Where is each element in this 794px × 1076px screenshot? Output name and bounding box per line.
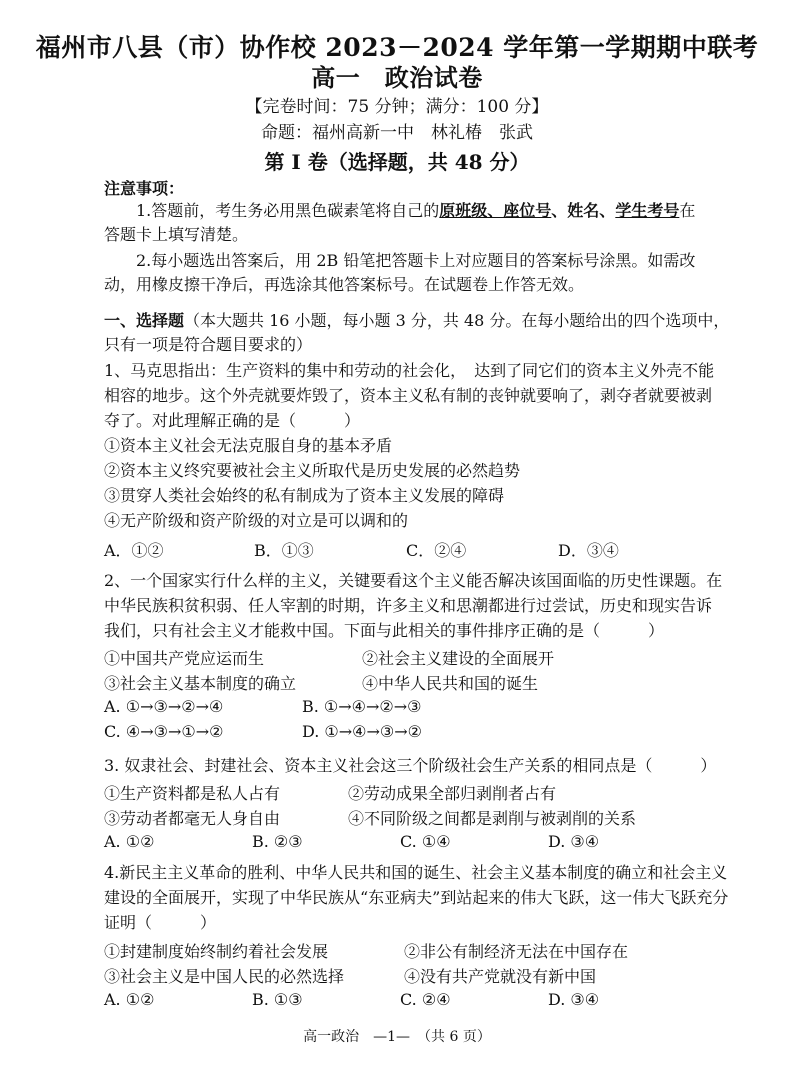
- q4-option-d[interactable]: D. ③④: [548, 990, 600, 1009]
- notice-item-1: [136, 200, 756, 222]
- section-title: 第 I 卷（选择题，共 48 分）: [264, 150, 530, 174]
- q4-stem-line: 建设的全面展开，实现了中华民族从“东亚病夫”到站起来的伟大飞跃，这一伟大飞跃充分: [104, 888, 729, 907]
- q4-option-a[interactable]: A. ①②: [104, 990, 155, 1009]
- part1-desc: （本大题共 16 小题，每小题 3 分，共 48 分。在每小题给出的四个选项中，: [184, 311, 730, 330]
- q1-option-d[interactable]: D．③④: [558, 541, 619, 560]
- q3-item: ③劳动者都毫无人身自由: [104, 809, 281, 828]
- q2-item: ①中国共产党应运而生: [104, 649, 265, 668]
- q4-option-b[interactable]: B. ①③: [252, 990, 303, 1009]
- notice-underlined: 学生考号: [615, 201, 680, 220]
- q3-option-c[interactable]: C. ①④: [400, 832, 451, 851]
- q1-option-c[interactable]: C．②④: [406, 541, 467, 560]
- notice-text: 在: [679, 201, 696, 220]
- q3-item: ④不同阶级之间都是剥削与被剥削的关系: [348, 809, 637, 828]
- q4-item: ②非公有制经济无法在中国存在: [404, 942, 629, 961]
- q2-option-b[interactable]: B. ①→④→②→③: [302, 697, 422, 716]
- q1-item: ②资本主义终究要被社会主义所取代是历史发展的必然趋势: [104, 461, 521, 480]
- q1-stem-line: 1、马克思指出：生产资料的集中和劳动的社会化， 达到了同它们的资本主义外壳不能: [104, 361, 715, 380]
- notice-item-2-line2: 动，用橡皮擦干净后，再选涂其他答案标号。在试题卷上作答无效。: [104, 275, 585, 294]
- authors: 命题：福州高新一中 林礼椿 张武: [261, 123, 533, 143]
- part1-label: 一、选择题: [104, 311, 185, 330]
- q2-stem-line: 中华民族积贫积弱、任人宰割的时期，许多主义和思潮都进行过尝试，历史和现实告诉: [104, 596, 713, 615]
- q4-stem-line: 4.新民主主义革命的胜利、中华人民共和国的诞生、社会主义基本制度的确立和社会主义: [104, 863, 728, 882]
- exam-title: 福州市八县（市）协作校 2023－2024 学年第一学期期中联考: [35, 33, 759, 62]
- q1-stem-line: 相容的地步。这个外壳就要炸毁了，资本主义私有制的丧钟就要响了，剥夺者就要被剥: [104, 386, 713, 405]
- notice-heading: 注意事项：: [104, 179, 185, 198]
- q2-option-a[interactable]: A. ①→③→②→④: [104, 697, 224, 716]
- notice-item-1-line2: 答题卡上填写清楚。: [104, 225, 249, 244]
- q2-stem-line: 我们，只有社会主义才能救中国。下面与此相关的事件排序正确的是（ ）: [104, 621, 665, 640]
- notice-item-2: 2.每小题选出答案后，用 2B 铅笔把答题卡上对应题目的答案标号涂黑。如需改: [136, 251, 696, 270]
- time-info: 【完卷时间：75 分钟；满分：100 分】: [245, 97, 549, 117]
- q3-item: ②劳动成果全部归剥削者占有: [348, 784, 557, 803]
- q2-option-d[interactable]: D. ①→④→③→②: [302, 722, 423, 741]
- notice-text: 1.答题前，考生务必用黑色碳素笔将自己的: [136, 201, 440, 220]
- q3-option-b[interactable]: B. ②③: [252, 832, 303, 851]
- q4-stem-line: 证明（ ）: [104, 913, 217, 932]
- q2-option-c[interactable]: C. ④→③→①→②: [104, 722, 224, 741]
- part1-heading: [104, 310, 754, 332]
- q4-item: ④没有共产党就没有新中国: [404, 967, 597, 986]
- q1-item: ①资本主义社会无法克服自身的基本矛盾: [104, 436, 393, 455]
- q3-option-a[interactable]: A. ①②: [104, 832, 155, 851]
- q1-stem-line: 夺了。对此理解正确的是（ ）: [104, 411, 361, 430]
- part1-desc-line2: 只有一项是符合题目要求的）: [104, 335, 313, 354]
- q2-item: ②社会主义建设的全面展开: [362, 649, 555, 668]
- q1-option-b[interactable]: B．①③: [254, 541, 314, 560]
- q1-item: ④无产阶级和资产阶级的对立是可以调和的: [104, 511, 409, 530]
- q1-option-a[interactable]: A．①②: [104, 541, 164, 560]
- q4-item: ①封建制度始终制约着社会发展: [104, 942, 329, 961]
- q3-item: ①生产资料都是私人占有: [104, 784, 281, 803]
- q2-stem-line: 2、一个国家实行什么样的主义，关键要看这个主义能否解决该国面临的历史性课题。在: [104, 571, 723, 590]
- page-footer: 高一政治 —1— （共 6 页）: [303, 1029, 491, 1045]
- notice-text: 、姓名、: [551, 201, 616, 220]
- q3-option-d[interactable]: D. ③④: [548, 832, 600, 851]
- q3-stem-line: 3. 奴隶社会、封建社会、资本主义社会这三个阶级社会生产关系的相同点是（ ）: [104, 756, 717, 775]
- q1-item: ③贯穿人类社会始终的私有制成为了资本主义发展的障碍: [104, 486, 505, 505]
- exam-subtitle: 高一 政治试卷: [311, 63, 483, 92]
- q2-item: ③社会主义基本制度的确立: [104, 674, 297, 693]
- q2-item: ④中华人民共和国的诞生: [362, 674, 539, 693]
- q4-item: ③社会主义是中国人民的必然选择: [104, 967, 345, 986]
- q4-option-c[interactable]: C. ②④: [400, 990, 451, 1009]
- notice-underlined: 原班级、座位号: [439, 201, 552, 220]
